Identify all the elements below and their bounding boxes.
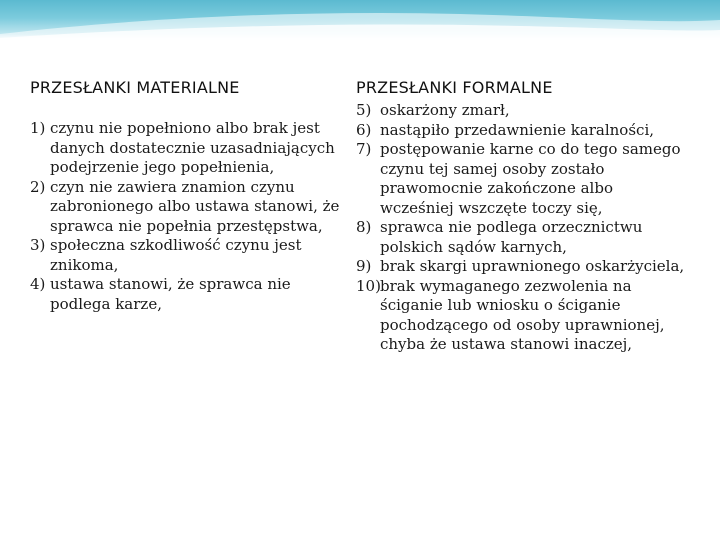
list-item: 1) czynu nie popełniono albo brak jest danych dostatecznie uzasadniających podejrzenie jego popełnienia, xyxy=(30,119,335,176)
list-item: 3) społeczna szkodliwość czynu jest znikoma, xyxy=(30,236,302,274)
list-item: 7) postępowanie karne co do tego samego czynu tej samej osoby zostało prawomocnie zakończone albo wcześniej wszczęte toczy się, xyxy=(356,140,681,217)
wave-decoration xyxy=(0,0,720,40)
list-item: 8) sprawca nie podlega orzecznictwu polskich sądów karnych, xyxy=(356,218,643,256)
formal-premises-list xyxy=(356,101,686,355)
material-premises-list xyxy=(30,119,345,314)
list-item: 9) brak skargi uprawnionego oskarżyciela, xyxy=(356,257,685,275)
decorative-header-band xyxy=(0,0,720,40)
list-item: 5) oskarżony zmarł, xyxy=(356,101,510,119)
material-premises-column xyxy=(30,78,345,314)
material-premises-heading: PRZESŁANKI MATERIALNE xyxy=(30,78,240,97)
list-item: 4) ustawa stanowi, że sprawca nie podlega karze, xyxy=(30,275,291,313)
list-item: 2) czyn nie zawiera znamion czynu zabronionego albo ustawa stanowi, że sprawca nie popełnia przestępstwa, xyxy=(30,177,340,235)
list-item: 10) brak wymaganego zezwolenia na ściganie lub wniosku o ściganie pochodzącego od osoby uprawnionej, chyba że ustawa stanowi inaczej, xyxy=(356,276,665,353)
list-item: 6) nastąpiło przedawnienie karalności, xyxy=(356,120,655,139)
formal-premises-column xyxy=(356,78,686,355)
formal-premises-heading: PRZESŁANKI FORMALNE xyxy=(356,78,553,97)
